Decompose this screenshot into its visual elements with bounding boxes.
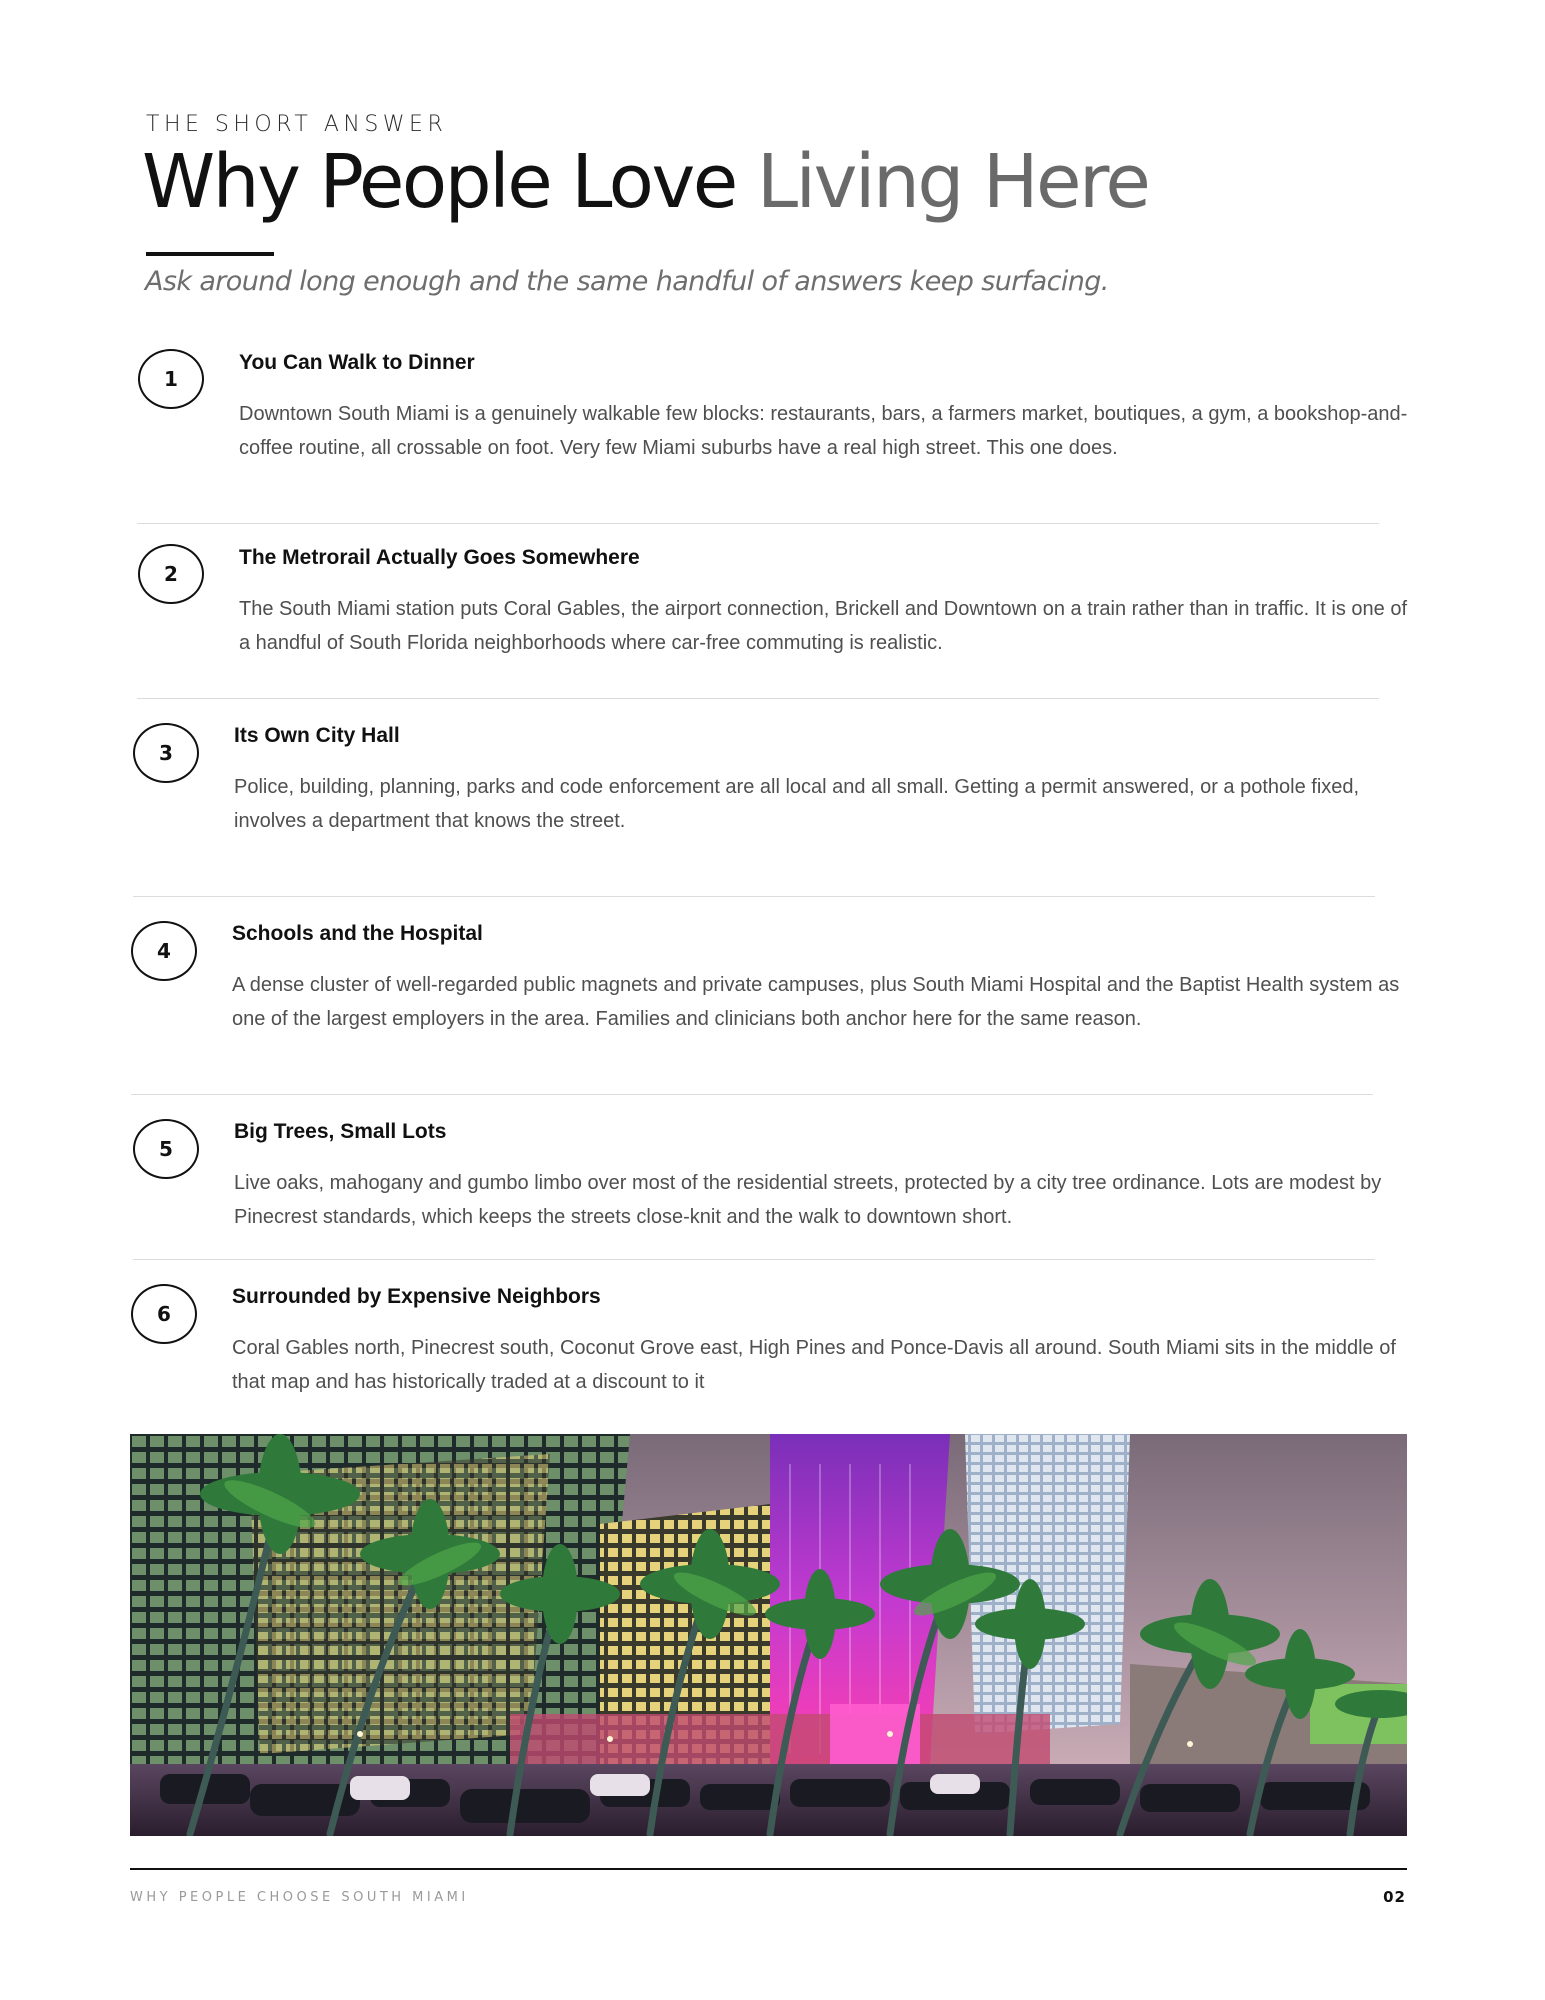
hero-photo bbox=[130, 1434, 1407, 1836]
item-body: Police, building, planning, parks and code enforcement are all local and all small. Getting a permit answered, or a pothole fixed, involves a department that knows the street. bbox=[234, 776, 1360, 832]
footer-rule bbox=[130, 1868, 1407, 1870]
divider bbox=[137, 698, 1379, 699]
city-street-illustration bbox=[130, 1434, 1407, 1836]
page-title-accent: Living Here bbox=[756, 139, 1149, 225]
footer-label: WHY PEOPLE CHOOSE SOUTH MIAMI bbox=[130, 1890, 469, 1905]
item-body: A dense cluster of well-regarded public magnets and private campuses, plus South Miami Hospital and the Baptist Health system as one of the largest employers in the area. Families and clinicians both anchor here for the same reason. bbox=[232, 974, 1400, 1030]
divider bbox=[137, 523, 1379, 524]
item-title: Its Own City Hall bbox=[234, 724, 400, 747]
section-eyebrow: THE SHORT ANSWER bbox=[146, 112, 448, 137]
divider bbox=[133, 1259, 1375, 1260]
item-body: Downtown South Miami is a genuinely walkable few blocks: restaurants, bars, a farmers market, boutiques, a gym, a bookshop-and-coffee routine, all crossable on foot. Very few Miami suburbs have a real high street. This one does. bbox=[239, 403, 1408, 459]
item-number-badge: 4 bbox=[131, 921, 197, 981]
item-body: The South Miami station puts Coral Gables, the airport connection, Brickell and Downtown on a train rather than in traffic. It is one of a handful of South Florida neighborhoods where car-free commuting is realistic. bbox=[239, 598, 1408, 654]
page-title bbox=[142, 138, 1148, 227]
item-number-badge: 6 bbox=[131, 1284, 197, 1344]
item-number-badge: 5 bbox=[133, 1119, 199, 1179]
item-title: Big Trees, Small Lots bbox=[234, 1120, 447, 1143]
page-subtitle: Ask around long enough and the same handful of answers keep surfacing. bbox=[145, 266, 1109, 297]
item-title: You Can Walk to Dinner bbox=[239, 351, 475, 374]
title-underline bbox=[146, 252, 274, 256]
page-title-main: Why People Love bbox=[142, 139, 757, 225]
item-number-badge: 3 bbox=[133, 723, 199, 783]
item-title: Schools and the Hospital bbox=[232, 922, 483, 945]
item-number-badge: 2 bbox=[138, 544, 204, 604]
divider bbox=[131, 1094, 1373, 1095]
divider bbox=[133, 896, 1375, 897]
item-title: The Metrorail Actually Goes Somewhere bbox=[239, 546, 640, 569]
page-number: 02 bbox=[1383, 1888, 1406, 1906]
item-body: Coral Gables north, Pinecrest south, Coconut Grove east, High Pines and Ponce-Davis all around. South Miami sits in the middle of that map and has historically traded at a discount to it bbox=[232, 1337, 1396, 1393]
item-body: Live oaks, mahogany and gumbo limbo over most of the residential streets, protected by a city tree ordinance. Lots are modest by Pinecrest standards, which keeps the streets close-knit and the walk to downtown short. bbox=[234, 1172, 1382, 1228]
item-number-badge: 1 bbox=[138, 349, 204, 409]
item-title: Surrounded by Expensive Neighbors bbox=[232, 1285, 601, 1308]
